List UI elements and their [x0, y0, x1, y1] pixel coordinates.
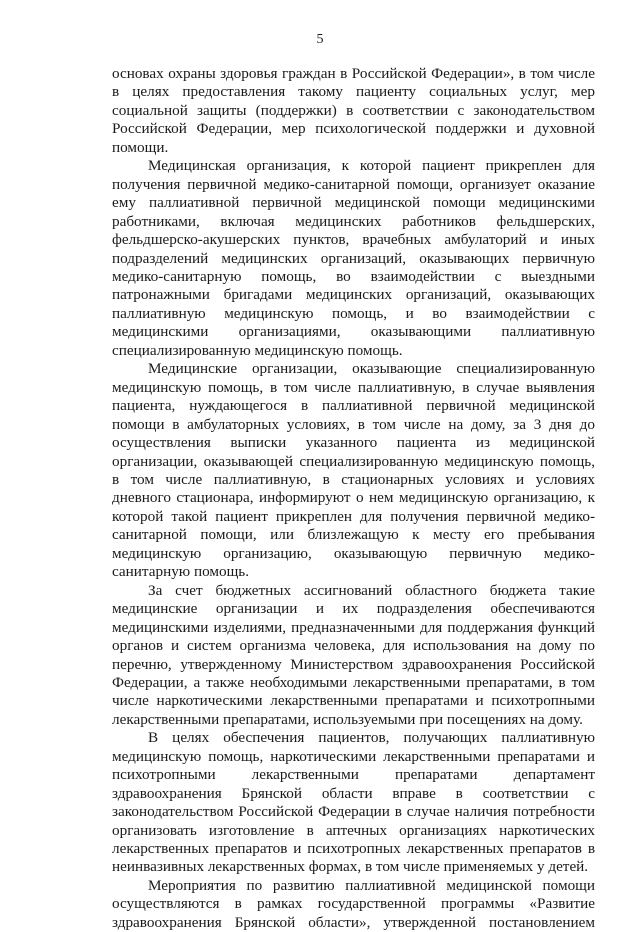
paragraph-6: Мероприятия по развитию паллиативной медицинской помощи осуществляются в рамках государственной программы «Развитие здравоохранения Брянской области», утвержденной постановлением [112, 876, 595, 931]
paragraph-4: За счет бюджетных ассигнований областного бюджета такие медицинские организации и их подразделения обеспечиваются медицинскими изделиями, предназначенными для поддержания функций органов и систем организма человека, для использования на дому по перечню, утвержденному Министерством здравоохранения Российской Федерации, а также необходимыми лекарственными препаратами, в том числе наркотическими лекарственными препаратами и психотропными лекарственными препаратами, используемыми при посещениях на дому. [112, 581, 595, 728]
paragraph-2: Медицинская организация, к которой пациент прикреплен для получения первичной медико-санитарной помощи, организует оказание ему паллиативной первичной медицинской помощи медицинскими работниками, включая медицинских работников фельдшерских, фельдшерско-акушерских пунктов, врачебных амбулаторий и иных подразделений медицинских организаций, оказывающих первичную медико-санитарную помощь, во взаимодействии с выездными патронажными бригадами медицинских организаций, оказывающих паллиативную медицинскую помощь, и во взаимодействии с медицинскими организациями, оказывающими паллиативную специализированную медицинскую помощь. [112, 157, 595, 359]
paragraph-1: основах охраны здоровья граждан в Российской Федерации», в том числе в целях предоставления такому пациенту социальных услуг, мер социальной защиты (поддержки) в соответствии с законодательством Российской Федерации, мер психологической поддержки и духовной помощи. [112, 65, 595, 156]
paragraph-3: Медицинские организации, оказывающие специализированную медицинскую помощь, в том числе паллиативную, в случае выявления пациента, нуждающегося в паллиативной первичной медицинской помощи в амбулаторных условиях, в том числе на дому, за 3 дня до осуществления выписки указанного пациента из медицинской организации, оказывающей специализированную медицинскую помощь, в том числе паллиативную, в стационарных условиях и условиях дневного стационара, информируют о нем медицинскую организацию, к которой такой пациент прикреплен для получения первичной медико-санитарной помощи, или близлежащую к месту его пребывания медицинскую организацию, оказывающую первичную медико-санитарную помощь. [112, 360, 595, 581]
paragraph-5: В целях обеспечения пациентов, получающих паллиативную медицинскую помощь, наркотическими лекарственными препаратами и психотропными лекарственными препаратами департамент здравоохранения Брянской области вправе в соответствии с законодательством Российской Федерации в случае наличия потребности организовать изготовление в аптечных организациях наркотических лекарственных препаратов и психотропных лекарственных препаратов в неинвазивных лекарственных формах, в том числе применяемых у детей. [112, 729, 595, 876]
document-body [112, 65, 595, 932]
page-number: 5 [316, 32, 324, 47]
